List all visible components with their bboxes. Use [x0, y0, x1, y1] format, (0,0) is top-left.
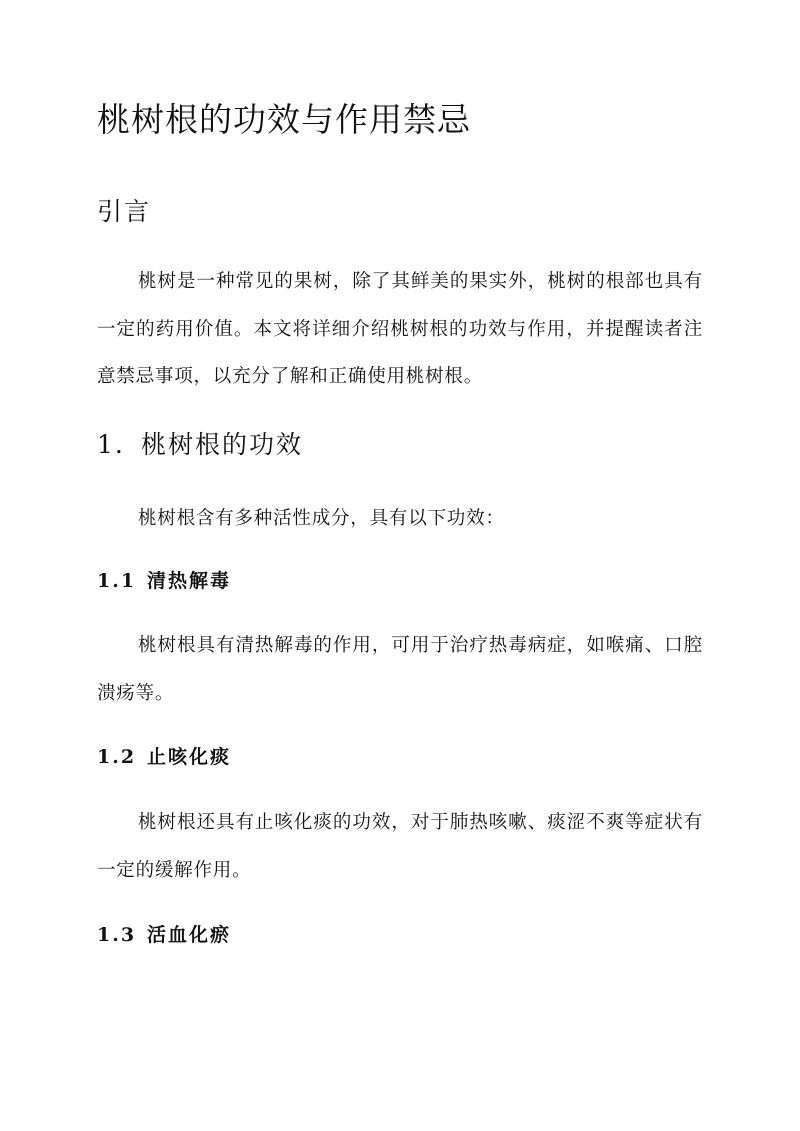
subsection-1-1-title: 清热解毒: [147, 570, 232, 592]
section-1-heading: [97, 428, 303, 462]
subsection-1-2-paragraph: 桃树根还具有止咳化痰的功效，对于肺热咳嗽、痰涩不爽等症状有一定的缓解作用。: [97, 812, 703, 881]
section-1-number: 1.: [97, 430, 125, 459]
intro-paragraph: 桃树是一种常见的果树，除了其鲜美的果实外，桃树的根部也具有一定的药用价值。本文将详细介绍桃树根的功效与作用，并提醒读者注意禁忌事项，以充分了解和正确使用桃树根。: [97, 271, 703, 387]
subsection-1-1-paragraph: 桃树根具有清热解毒的作用，可用于治疗热毒病症，如喉痛、口腔溃疡等。: [97, 635, 703, 704]
document-title: 桃树根的功效与作用禁忌: [97, 100, 471, 139]
section-1-paragraph: 桃树根含有多种活性成分，具有以下功效：: [138, 508, 505, 529]
subsection-1-2-number: 1.2: [97, 746, 137, 768]
subsection-1-1-number: 1.1: [97, 570, 137, 592]
intro-heading: 引言: [97, 197, 152, 226]
subsection-1-2-heading: [97, 744, 231, 770]
subsection-1-3-title: 活血化瘀: [147, 924, 232, 946]
subsection-1-3-number: 1.3: [97, 924, 137, 946]
subsection-1-2-title: 止咳化痰: [147, 746, 232, 768]
subsection-1-1-heading: [97, 568, 231, 594]
section-1-title: 桃树根的功效: [141, 430, 304, 459]
subsection-1-3-heading: [97, 922, 231, 948]
